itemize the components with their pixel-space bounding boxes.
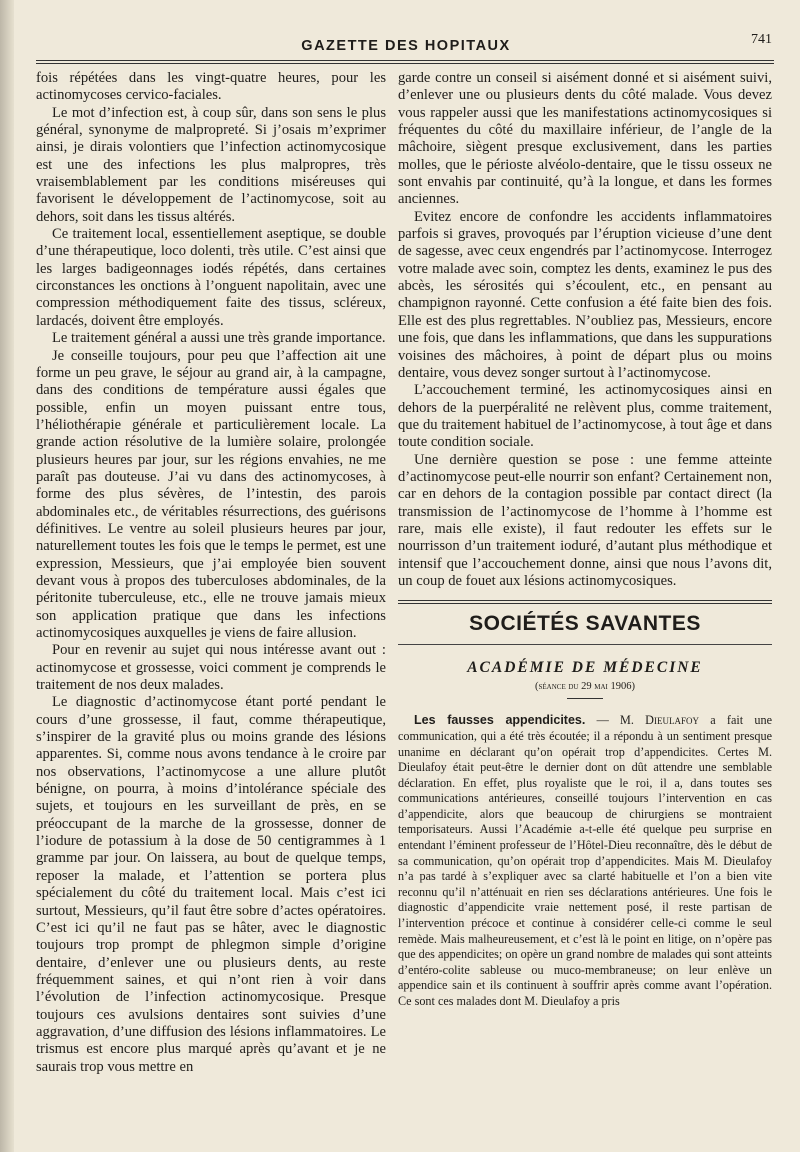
section-underline	[398, 644, 772, 645]
academy-title: ACADÉMIE DE MÉDECINE	[467, 659, 703, 677]
short-rule	[567, 698, 603, 699]
article-author: Dieulafoy	[645, 713, 699, 728]
page-header	[40, 30, 772, 60]
left-paragraph-7: Le diagnostic d’actinomycose étant porté pendant le cours d’une grossesse, il faut, comme thérapeutique, s’inspirer de la gravité plus ou moins grande des lésions apparentes. Si, comme nous avons tendance à le croire par nos observations, l’actinomycose a une allure plutôt bénigne, on pourra, à moins d’intolérance spéciale des sujets, et toujours en les surveillant de près, en se préoccupant de la marche de la grossesse, donner de l’iodure de potassium à la dose de 50 centigrammes à 1 gramme par jour. On laissera, au bout de quelque temps, reposer la malade, et l’attention se portera plus spécialement du côté du traitement local. Mais c’est ici surtout, Messieurs, qu’il faut être sobre d’actes opératoires. C’est ici qu’il ne faut pas se hâter, avec le diagnostic toujours trop prompt de phlegmon simple d’origine dentaire, d’enlever une ou plusieurs dents, au reste fréquemment saines, et qui n’ont rien à voir dans l’évolution de l’infection actinomycosique. Presque toujours ces avulsions dentaires sont suivies d’une aggravation, d’une diffusion des lésions inflammatoires. Le trismus est encore plus marqué après qu’avant et je ne saurais trop vous mettre en	[36, 694, 386, 1075]
left-paragraph-6: Pour en revenir au sujet qui nous intéresse avant out : actinomycose et grossesse, voici comment je comprends le traitement de nos deux malades.	[36, 642, 386, 694]
journal-title: GAZETTE DES HOPITAUX	[301, 38, 511, 54]
left-paragraph-1: fois répétées dans les vingt-quatre heures, pour les actinomycoses cervico-faciales.	[36, 70, 386, 104]
right-paragraph-4: Une dernière question se pose : une femme atteinte d’actinomycose peut-elle nourrir son enfant? Certainement non, car en dehors de la contagion possible par contact direct (la transmission de l’actinomycose de l’homme à l’homme est rare, mais elle existe), il faut redouter les effets sur le nourrisson d’un traitement ioduré, d’autant plus méthodique et intensif que l’accouchement donne, ainsi que nous l’avons dit, un coup de fouet aux lésions actinomycosiques.	[398, 451, 772, 589]
left-paragraph-5: Je conseille toujours, pour peu que l’affection ait une forme un peu grave, le séjour au grand air, à la campagne, dans des conditions de température aussi égales que possible, enfin un moyen puissant entre tous, l’héliothérapie générale et particulièrement locale. La grande action résolutive de la lumière solaire, prolongée plusieurs heures par jour, sur les régions envahies, ne me paraît pas douteuse. J’ai vu dans des actinomycoses, à forme des plus sévères, de l’intestin, des parois abdominales etc., de véritables résurrections, des guérisons définitives. Le ventre au soleil plusieurs heures par jour, naturellement toutes les fois que le temps le permet, est une expression, Messieurs, que j’ai employée bien souvent devant vous à propos des tuberculoses abdominales, de la péritonite tuberculeuse, etc., elle ne trouve jamais mieux son application pratique que dans les infections actinomycosiques auxquelles je viens de faire allusion.	[36, 347, 386, 641]
article-paragraph	[398, 713, 772, 1009]
header-rule	[36, 60, 774, 64]
left-paragraph-3: Ce traitement local, essentiellement aseptique, se double d’une thérapeutique, loco dolenti, très utile. C’est ainsi que les larges badigeonnages iodés répétés, dans certaines circonstances les onctions à l’onguent napolitain, avec une compression méthodiquement faite des tissus, scléreux, lardacés, doivent être employés.	[36, 226, 386, 329]
left-column	[36, 70, 386, 1076]
right-column	[398, 70, 772, 1010]
page-number: 741	[751, 32, 772, 47]
right-paragraph-2: Evitez encore de confondre les accidents inflammatoires parfois si graves, provoqués par l’éruption vicieuse d’une dent de sagesse, avec ceux engendrés par l’actinomycose. Interrogez votre malade avec soin, comptez les dents, examinez le pus des abcès, les sérosités qui s’écoulent, etc., en pensant au champignon rayonné. Cette confusion a été faite bien des fois. Elle est des plus regrettables. N’oubliez pas, Messieurs, encore une fois, que dans les inflammations, que dans les suppurations voisines des mâchoires, à point de départ plus ou moins dentaire, vous devez songer surtout à l’actinomycose.	[398, 208, 772, 381]
left-paragraph-2: Le mot d’infection est, à coup sûr, dans son sens le plus général, synonyme de malpropreté. Si j’osais m’exprimer ainsi, je dirais volontiers que l’infection actinomycosique est une des infections les plus malpropres, très vraisemblablement par les conditions miséreuses qui favorisent le développement de l’actinomycose, soit au dehors, soit dans les tissus altérés.	[36, 104, 386, 225]
section-rule	[398, 600, 772, 604]
article-text: a fait une communication, qui a été très écoutée; il a répondu à un sentiment presque unanime en déclarant qu’on opérait trop d’appendicites. Certes M. Dieulafoy était peut-être le dernier dont on dût attendre une semblable déclaration. En effet, plus royaliste que le roi, il a, dans toutes ses communications antérieures, conseillé toujours l’intervention en cas d’appendicite, alors que beaucoup de chirurgiens se montraient temporisateurs. Aussi l’Académie a-t-elle été quelque peu surprise en entendant l’éminent professeur de l’Hôtel-Dieu reconnaître, dès le début de sa communication, qu’on opérait trop d’appendicites. Mais M. Dieulafoy n’a pas tardé à s’expliquer avec sa clarté habituelle et l’on a bien vite reconnu qu’il n’atténuait en rien ses déclarations antérieures. Une fois le diagnostic d’appendicite vraie nettement posé, il reste partisan de l’intervention précoce et continue à considérer celle-ci comme le seul remède. Mais malheureusement, et c’est là le point en litige, on n’opère pas que des appendicites; on opère un grand nombre de malades qui sont atteints d’entéro-colite sableuse ou muco-membraneuse; on leur enlève un appendice sain et ils continuent à souffrir après comme avant l’opération. Ce sont ces malades dont M. Dieulafoy a pris	[398, 713, 772, 1008]
session-date: (séance du 29 mai 1906)	[535, 681, 635, 693]
article-heading: Les fausses appendicites.	[414, 713, 586, 728]
article-lead: — M.	[585, 713, 646, 728]
right-paragraph-1: garde contre un conseil si aisément donné et si aisément suivi, d’enlever une ou plusieurs dents du côté malade. Vous devez vous rappeler aussi que les manifestations actinomycosiques si fréquentes du côté du maxillaire inférieur, de l’angle de la mâchoire, siègent presque exclusivement, dans les parties molles, que le périoste alvéolo-dentaire, que le tissu osseux ne sont envahis par continuité, qu’à la longue, et dans les formes anciennes.	[398, 70, 772, 208]
article-body	[398, 713, 772, 1009]
left-paragraph-4: Le traitement général a aussi une très grande importance.	[52, 330, 386, 347]
right-paragraph-3: L’accouchement terminé, les actinomycosiques ainsi en dehors de la puerpéralité ne relèvent plus, comme traitement, que du traitement habituel de l’actinomycose, à tout âge et dans toute condition sociale.	[398, 382, 772, 451]
page-binding-shadow	[0, 0, 14, 1152]
section-title: SOCIÉTÉS SAVANTES	[469, 612, 701, 636]
